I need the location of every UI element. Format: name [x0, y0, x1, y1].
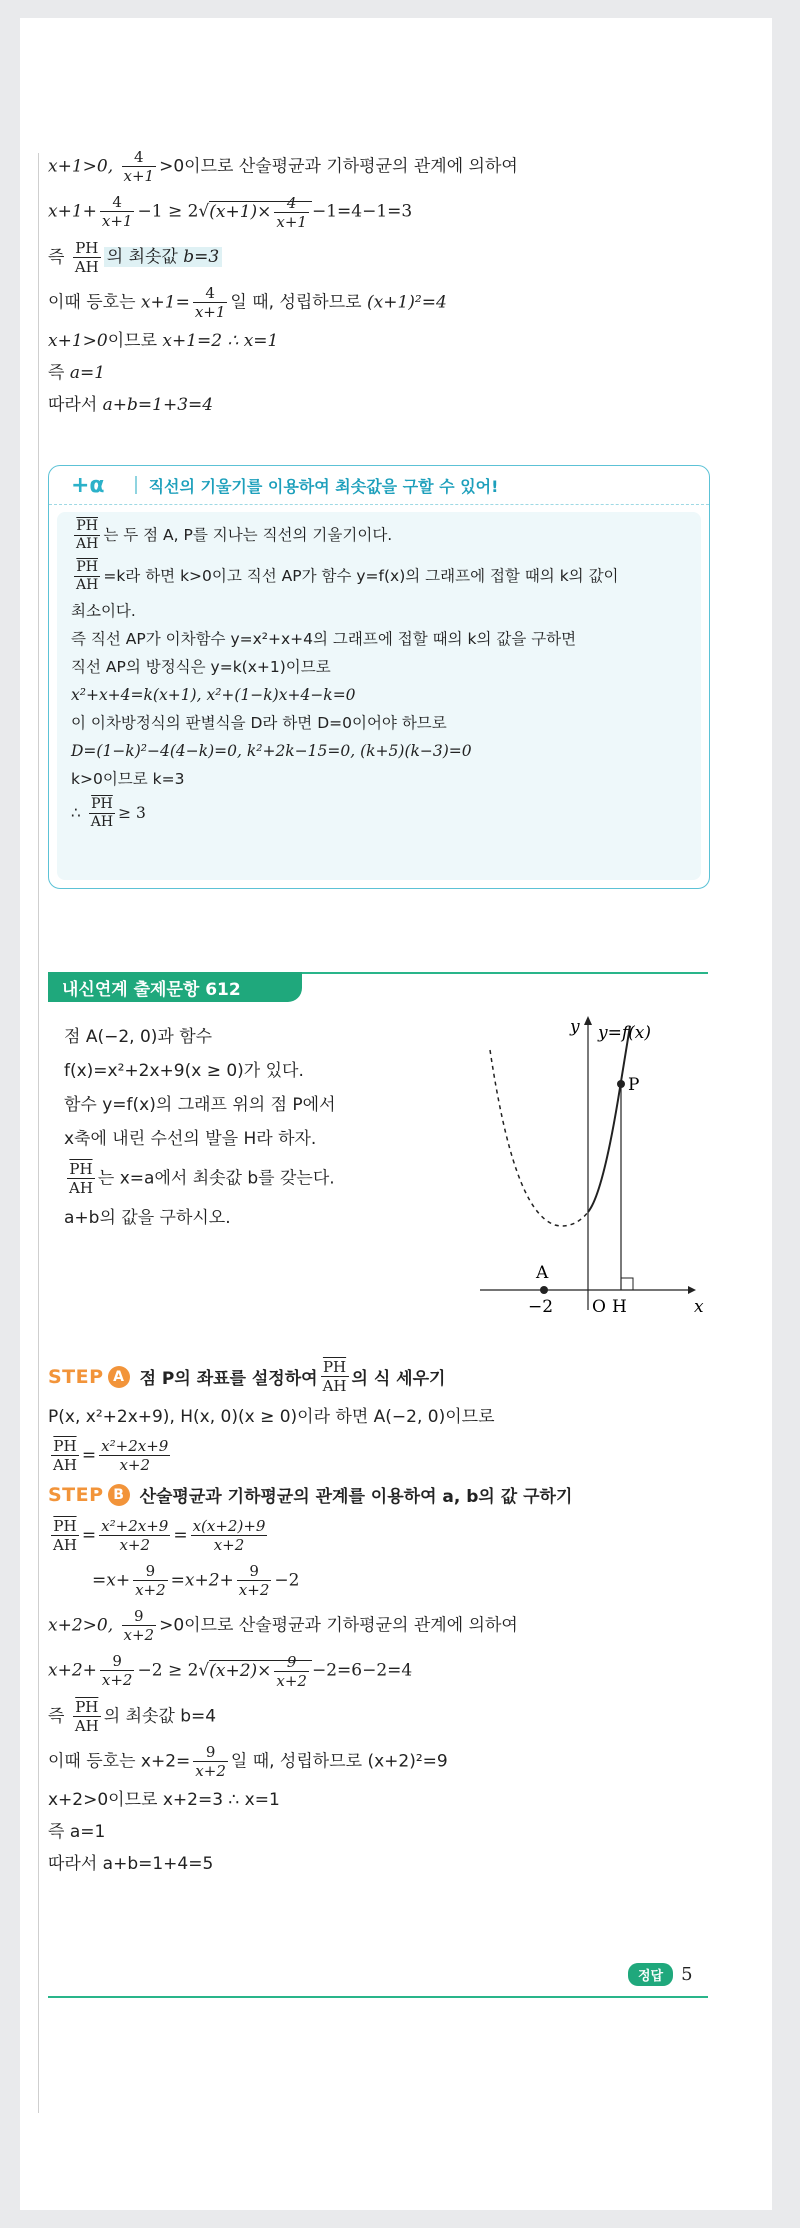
answer-value: 5	[681, 1964, 693, 1985]
text: >0이므로 산술평균과 기하평균의 관계에 의하여	[159, 1615, 518, 1636]
right-angle-mark	[621, 1278, 633, 1290]
numerator: $\overline{PH}$	[74, 518, 100, 536]
solution-line	[48, 148, 708, 185]
numerator: $\overline{PH}$	[73, 1698, 101, 1717]
math-text: x+1+	[48, 201, 97, 222]
step-title: 의 식 세우기	[351, 1369, 446, 1389]
text: 이므로	[107, 330, 163, 351]
tip-line: 최소이다.	[71, 602, 136, 620]
solution-line: 즉 a=1	[48, 1821, 106, 1842]
problem-line: 함수 y=f(x)의 그래프 위의 점 P에서	[64, 1095, 336, 1115]
math-text: x+1>0,	[48, 156, 119, 177]
solution-line: x+2>0이므로 x+2=3 ∴ x=1	[48, 1789, 280, 1810]
math-text: =	[81, 1525, 97, 1546]
fraction	[73, 1698, 101, 1735]
denominator: AH	[90, 814, 114, 830]
problem-line: f(x)=x²+2x+9(x ≥ 0)가 있다.	[64, 1061, 304, 1081]
numerator: 4	[100, 193, 135, 212]
numerator: 4	[274, 194, 309, 213]
answer-badge: 정답	[628, 1963, 673, 1986]
numerator: 9	[133, 1562, 168, 1581]
fraction	[274, 194, 309, 231]
solution-line: 따라서 a+b=1+4=5	[48, 1853, 214, 1874]
math-text: ≥ 3	[118, 804, 146, 822]
tip-box	[48, 465, 710, 889]
text: 일 때, 성립하므로 (x+2)²=9	[230, 1751, 448, 1771]
math-text: x+2+	[48, 1660, 97, 1681]
numerator: x(x+2)+9	[192, 1517, 266, 1535]
numerator: $\overline{PH}$	[321, 1358, 349, 1377]
math-text: (x+1)²=4	[366, 292, 447, 312]
denominator: x+2	[119, 1456, 151, 1474]
text: 의 최솟값 b=4	[103, 1706, 217, 1726]
solution-line	[48, 239, 708, 276]
math-text: =x+	[92, 1570, 131, 1591]
denominator: AH	[76, 536, 99, 552]
math-text: −1=4−1=3	[311, 201, 413, 222]
step-title: 산술평균과 기하평균의 관계를 이용하여 a, b의 값 구하기	[139, 1487, 573, 1507]
numerator: 9	[100, 1652, 135, 1671]
point-p-label: P	[628, 1075, 640, 1095]
math-text: a=1	[69, 362, 106, 383]
fraction	[74, 559, 100, 594]
solution-steps	[48, 1350, 708, 1884]
denominator: AH	[76, 577, 99, 593]
point-a	[540, 1286, 548, 1294]
x-axis-arrow	[688, 1286, 696, 1294]
problem-line: 점 A(−2, 0)과 함수	[64, 1027, 213, 1047]
numerator: 4	[193, 284, 228, 303]
problem-line: a+b의 값을 구하시오.	[64, 1208, 231, 1228]
denominator: x+1	[123, 167, 155, 185]
math-text: x+2>0,	[48, 1615, 119, 1636]
step-header	[48, 1482, 708, 1507]
fraction	[193, 1743, 228, 1780]
function-label: y=f(x)	[598, 1023, 651, 1043]
solution-top	[48, 148, 708, 425]
solution-line	[48, 361, 708, 385]
highlight	[104, 247, 222, 267]
text: 는 두 점 A, P를 지나는 직선의 기울기이다.	[103, 526, 393, 544]
tip-line	[71, 796, 691, 831]
numerator: $\overline{PH}$	[74, 559, 100, 577]
solution-line	[48, 1562, 708, 1599]
solution-line	[48, 1743, 708, 1780]
fraction	[99, 1517, 170, 1554]
denominator: AH	[74, 1716, 99, 1735]
tip-content	[71, 518, 691, 837]
text: 이때 등호는 x+2=	[48, 1751, 191, 1771]
math-text: x+1=	[140, 292, 190, 312]
answer-indicator	[628, 1963, 693, 1986]
text: 즉	[48, 362, 70, 383]
numerator: 9	[274, 1653, 309, 1672]
denominator: x+2	[119, 1536, 151, 1554]
math-text: =	[81, 1445, 97, 1466]
tip-line	[71, 559, 691, 594]
step-label: STEP	[48, 1365, 104, 1388]
tick-label: −2	[528, 1297, 554, 1317]
solution-line	[48, 1607, 708, 1644]
point-a-label: A	[536, 1263, 549, 1283]
y-axis-arrow	[584, 1016, 592, 1025]
denominator: x+2	[135, 1581, 166, 1599]
numerator: 4	[122, 148, 157, 167]
fraction	[321, 1358, 349, 1395]
math-text: x+1=2 ∴ x=1	[162, 330, 279, 351]
denominator: x+2	[101, 1671, 133, 1689]
text: 즉	[48, 247, 70, 267]
math-text: =	[173, 1525, 188, 1546]
fraction	[191, 1517, 268, 1554]
text: 는 x=a에서 최솟값 b를 갖는다.	[97, 1168, 335, 1189]
step-label: STEP	[48, 1483, 104, 1506]
denominator: AH	[322, 1377, 347, 1395]
text: >0이므로 산술평균과 기하평균의 관계에 의하여	[159, 156, 518, 177]
denominator: x+1	[194, 302, 226, 321]
text: 의 최솟값	[106, 247, 184, 267]
margin-line	[38, 153, 39, 2113]
text: 이때 등호는	[48, 292, 141, 312]
fraction	[100, 193, 135, 230]
tip-line: D=(1−k)²−4(4−k)=0, k²+2k−15=0, (k+5)(k−3)=0	[71, 742, 472, 760]
denominator: AH	[53, 1536, 77, 1554]
denominator: x+2	[213, 1536, 245, 1554]
y-axis-label: y	[570, 1017, 580, 1037]
fraction	[193, 284, 228, 321]
denominator: x+2	[238, 1581, 270, 1599]
math-text: −2	[274, 1570, 300, 1591]
math-text: −1 ≥ 2√	[137, 201, 210, 222]
solution-line	[48, 393, 708, 417]
text: 즉	[48, 1706, 70, 1726]
divider	[135, 476, 137, 494]
point-h-label: H	[612, 1297, 627, 1317]
tip-line	[71, 518, 691, 553]
tip-line: 즉 직선 AP가 이차함수 y=x²+x+4의 그래프에 접할 때의 k의 값을 구하면	[71, 630, 577, 648]
step-letter: A	[108, 1366, 130, 1388]
text: 따라서	[48, 394, 103, 415]
numerator: PH	[73, 239, 101, 258]
tip-line: x²+x+4=k(x+1), x²+(1−k)x+4−k=0	[71, 686, 356, 704]
numerator: x²+2x+9	[101, 1517, 169, 1535]
function-graph	[470, 1010, 704, 1330]
numerator: $\overline{PH}$	[89, 796, 115, 814]
numerator: $\overline{PH}$	[51, 1517, 79, 1536]
numerator: x²+2x+9	[101, 1437, 169, 1455]
solution-line	[48, 1437, 708, 1474]
solution-line	[48, 1698, 708, 1735]
denominator: x+2	[195, 1761, 226, 1780]
fraction	[122, 148, 157, 185]
numerator: $\overline{PH}$	[67, 1160, 95, 1179]
fraction	[133, 1562, 168, 1599]
text: ∴	[71, 804, 86, 822]
math-text: −2 ≥ 2√	[137, 1660, 210, 1681]
problem-tag: 내신연계 출제문항 612	[48, 972, 302, 1002]
radicand	[209, 1652, 312, 1690]
problem-line: x축에 내린 수선의 발을 H라 하자.	[64, 1129, 317, 1149]
math-text: (x+1)×	[209, 201, 272, 222]
fraction	[67, 1160, 95, 1197]
denominator: AH	[74, 257, 99, 276]
origin-label: O	[592, 1297, 606, 1317]
denominator: x+2	[123, 1626, 155, 1644]
text: =k라 하면 k>0이고 직선 AP가 함수 y=f(x)의 그래프에 접할 때의 k의 값이	[103, 567, 619, 585]
denominator: x+1	[101, 212, 133, 230]
fraction	[274, 1653, 309, 1690]
section-rule	[48, 1996, 708, 1998]
step-header	[48, 1358, 708, 1395]
solution-line: P(x, x²+2x+9), H(x, 0)(x ≥ 0)이라 하면 A(−2, 0)이므로	[48, 1407, 495, 1427]
numerator: 9	[237, 1562, 272, 1581]
fraction	[74, 518, 100, 553]
math-text: (x+2)×	[209, 1660, 272, 1681]
tip-line: k>0이므로 k=3	[71, 770, 185, 788]
graph-dashed-part	[490, 1050, 588, 1226]
solution-line	[48, 284, 708, 321]
denominator: x+1	[276, 212, 307, 231]
text: 일 때, 성립하므로	[230, 292, 367, 312]
numerator: 9	[193, 1743, 228, 1762]
fraction	[89, 796, 115, 831]
fraction	[122, 1607, 157, 1644]
x-axis-label: x	[694, 1297, 704, 1317]
tip-line: 이 이차방정식의 판별식을 D라 하면 D=0이어야 하므로	[71, 714, 447, 732]
problem-line	[64, 1160, 464, 1197]
denominator: AH	[53, 1456, 77, 1474]
radicand	[209, 193, 312, 231]
step-title: 점 P의 좌표를 설정하여	[139, 1369, 318, 1389]
denominator: AH	[69, 1179, 93, 1197]
solution-line	[48, 1517, 708, 1554]
fraction	[100, 1652, 135, 1689]
math-text: =x+2+	[170, 1570, 234, 1591]
solution-line	[48, 1652, 708, 1690]
denominator: x+2	[276, 1671, 307, 1690]
math-text: x+1>0	[48, 330, 108, 351]
math-text: a+b=1+3=4	[102, 394, 214, 415]
graph-curve	[588, 1026, 630, 1212]
step-letter: B	[108, 1484, 130, 1506]
fraction	[51, 1517, 79, 1554]
tip-badge: +α	[71, 472, 105, 498]
point-p	[617, 1080, 625, 1088]
fraction	[237, 1562, 272, 1599]
problem-text	[64, 1024, 464, 1239]
fraction	[73, 239, 101, 276]
math-text: b=3	[183, 247, 220, 267]
numerator: $\overline{PH}$	[51, 1437, 79, 1456]
tip-title: 직선의 기울기를 이용하여 최솟값을 구할 수 있어!	[148, 476, 499, 496]
solution-line	[48, 329, 708, 353]
numerator: 9	[122, 1607, 157, 1626]
fraction	[99, 1437, 170, 1474]
tip-body	[57, 512, 701, 880]
tip-header	[49, 466, 709, 505]
fraction	[51, 1437, 79, 1474]
solution-line	[48, 193, 708, 231]
tip-line: 직선 AP의 방정식은 y=k(x+1)이므로	[71, 658, 331, 676]
math-text: −2=6−2=4	[311, 1660, 413, 1681]
